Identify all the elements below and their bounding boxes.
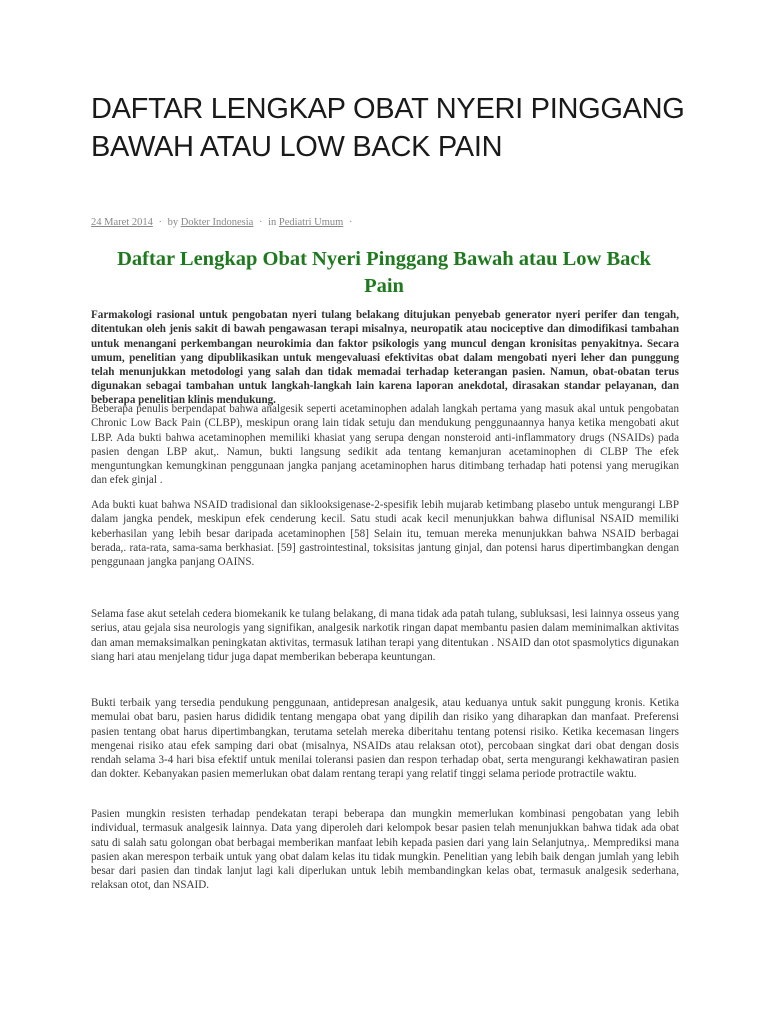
post-heading: Daftar Lengkap Obat Nyeri Pinggang Bawah atau Low Back Pain [117, 248, 651, 297]
post-meta [91, 217, 355, 228]
meta-separator: · [158, 217, 162, 228]
meta-in-label: in [268, 217, 277, 228]
post-date-link[interactable]: 24 Maret 2014 [91, 217, 153, 228]
meta-separator: · [258, 217, 263, 228]
intro-paragraph: Farmakologi rasional untuk pengobatan nyeri tulang belakang ditujukan penyebab generator nyeri perifer dan tengah, ditentukan oleh jenis sakit di bawah pengawasan terapi misalnya, neuropatik atau nociceptive dan dimodifikasi tambahan untuk menangani perkembangan neurokimia dan faktor psikologis yang muncul dengan kronisitas penyakitnya. Secara umum, penelitian yang dipublikasikan untuk mengevaluasi efektivitas obat dalam mengobati nyeri leher dan punggung telah menunjukkan metodologi yang salah dan tidak memadai terhadap keterangan pasien. Namun, obat-obatan terus digunakan sebagai tambahan untuk langkah-langkah lain karena laporan anekdotal, dirasakan standar pelayanan, dan beberapa penelitian klinis mendukung. [91, 309, 679, 407]
paragraph-3: Selama fase akut setelah cedera biomekanik ke tulang belakang, di mana tidak ada patah tulang, subluksasi, lesi lainnya osseus yang serius, atau gejala sisa neurologis yang signifikan, analgesik narkotik ringan dapat membantu pasien dalam meminimalkan aktivitas dan aman memaksimalkan peningkatan aktivitas, termasuk latihan terapi yang ditentukan . NSAID dan otot spasmolytics digunakan siang hari atau menjelang tidur juga dapat memberikan beberapa keuntungan. [91, 608, 679, 663]
paragraph-4: Bukti terbaik yang tersedia pendukung penggunaan, antidepresan analgesik, atau keduanya untuk sakit punggung kronis. Ketika memulai obat baru, pasien harus dididik tentang mengapa obat yang dipilih dan risiko yang diharapkan dan manfaat. Preferensi pasien tentang obat harus dipertimbangkan, terutama setelah mereka diberitahu tentang potensi risiko. Ketika kecemasan lingers mengenai risiko atau efek samping dari obat (misalnya, NSAIDs atau relaksan otot), percobaan singkat dari obat dengan dosis rendah selama 3-4 hari bisa efektif untuk menilai toleransi pasien dan respon terhadap obat, serta mengurangi kekhawatiran pasien dan dokter. Kebanyakan pasien memerlukan obat dalam rentang terapi yang relatif tinggi selama periode protractile waktu. [91, 697, 679, 781]
meta-separator: · [348, 217, 353, 228]
paragraph-2: Ada bukti kuat bahwa NSAID tradisional dan siklooksigenase-2-spesifik lebih mujarab ketimbang plasebo untuk mengurangi LBP dalam jangka pendek, meskipun efek cenderung kecil. Satu studi acak kecil menunjukkan bahwa diflunisal NSAID memiliki keberhasilan yang lebih besar daripada acetaminophen [58] Selain itu, temuan mereka menunjukkan bahwa NSAID berbagai berada,. rata-rata, sama-sama berkhasiat. [59] gastrointestinal, toksisitas jantung ginjal, dan potensi harus dipertimbangkan dengan penggunaan jangka panjang OAINS. [91, 499, 679, 568]
page-title: DAFTAR LENGKAP OBAT NYERI PINGGANG BAWAH ATAU LOW BACK PAIN [91, 93, 685, 163]
category-link[interactable]: Pediatri Umum [278, 217, 344, 228]
paragraph-1: Beberapa penulis berpendapat bahwa analgesik seperti acetaminophen adalah langkah pertama yang masuk akal untuk pengobatan Chronic Low Back Pain (CLBP), meskipun orang lain tidak setuju dan mendukung penggunaannya hanya ketika mengobati akut LBP. Ada bukti bahwa acetaminophen memiliki khasiat yang serupa dengan nonsteroid anti-inflammatory drugs (NSAIDs) pada pasien dengan LBP akut,. Namun, bukti langsung sedikit ada tentang kemanjuran acetaminophen di CLBP The efek menguntungkan kemungkinan penggunaan jangka panjang acetaminophen harus ditimbang terhadap hati potensi yang merugikan dan efek ginjal . [91, 403, 679, 487]
author-link[interactable]: Dokter Indonesia [180, 217, 254, 228]
paragraph-5: Pasien mungkin resisten terhadap pendekatan terapi beberapa dan mungkin memerlukan kombinasi pengobatan yang lebih individual, termasuk analgesik lainnya. Data yang diperoleh dari kelompok besar pasien telah menunjukkan bahwa tidak ada obat satu di salah satu golongan obat berbagai memberikan manfaat lebih kepada pasien dari yang lain Selanjutnya,. Memprediksi mana pasien akan merespon terbaik untuk yang obat dalam kelas itu tidak mungkin. Penelitian yang lebih baik dengan jumlah yang lebih besar dari pasien dan tindak lanjut lagi kali diperlukan untuk lebih membandingkan kelas obat, termasuk analgesik sederhana, relaksan otot, dan NSAID. [91, 808, 679, 892]
meta-by-label: by [167, 217, 179, 228]
